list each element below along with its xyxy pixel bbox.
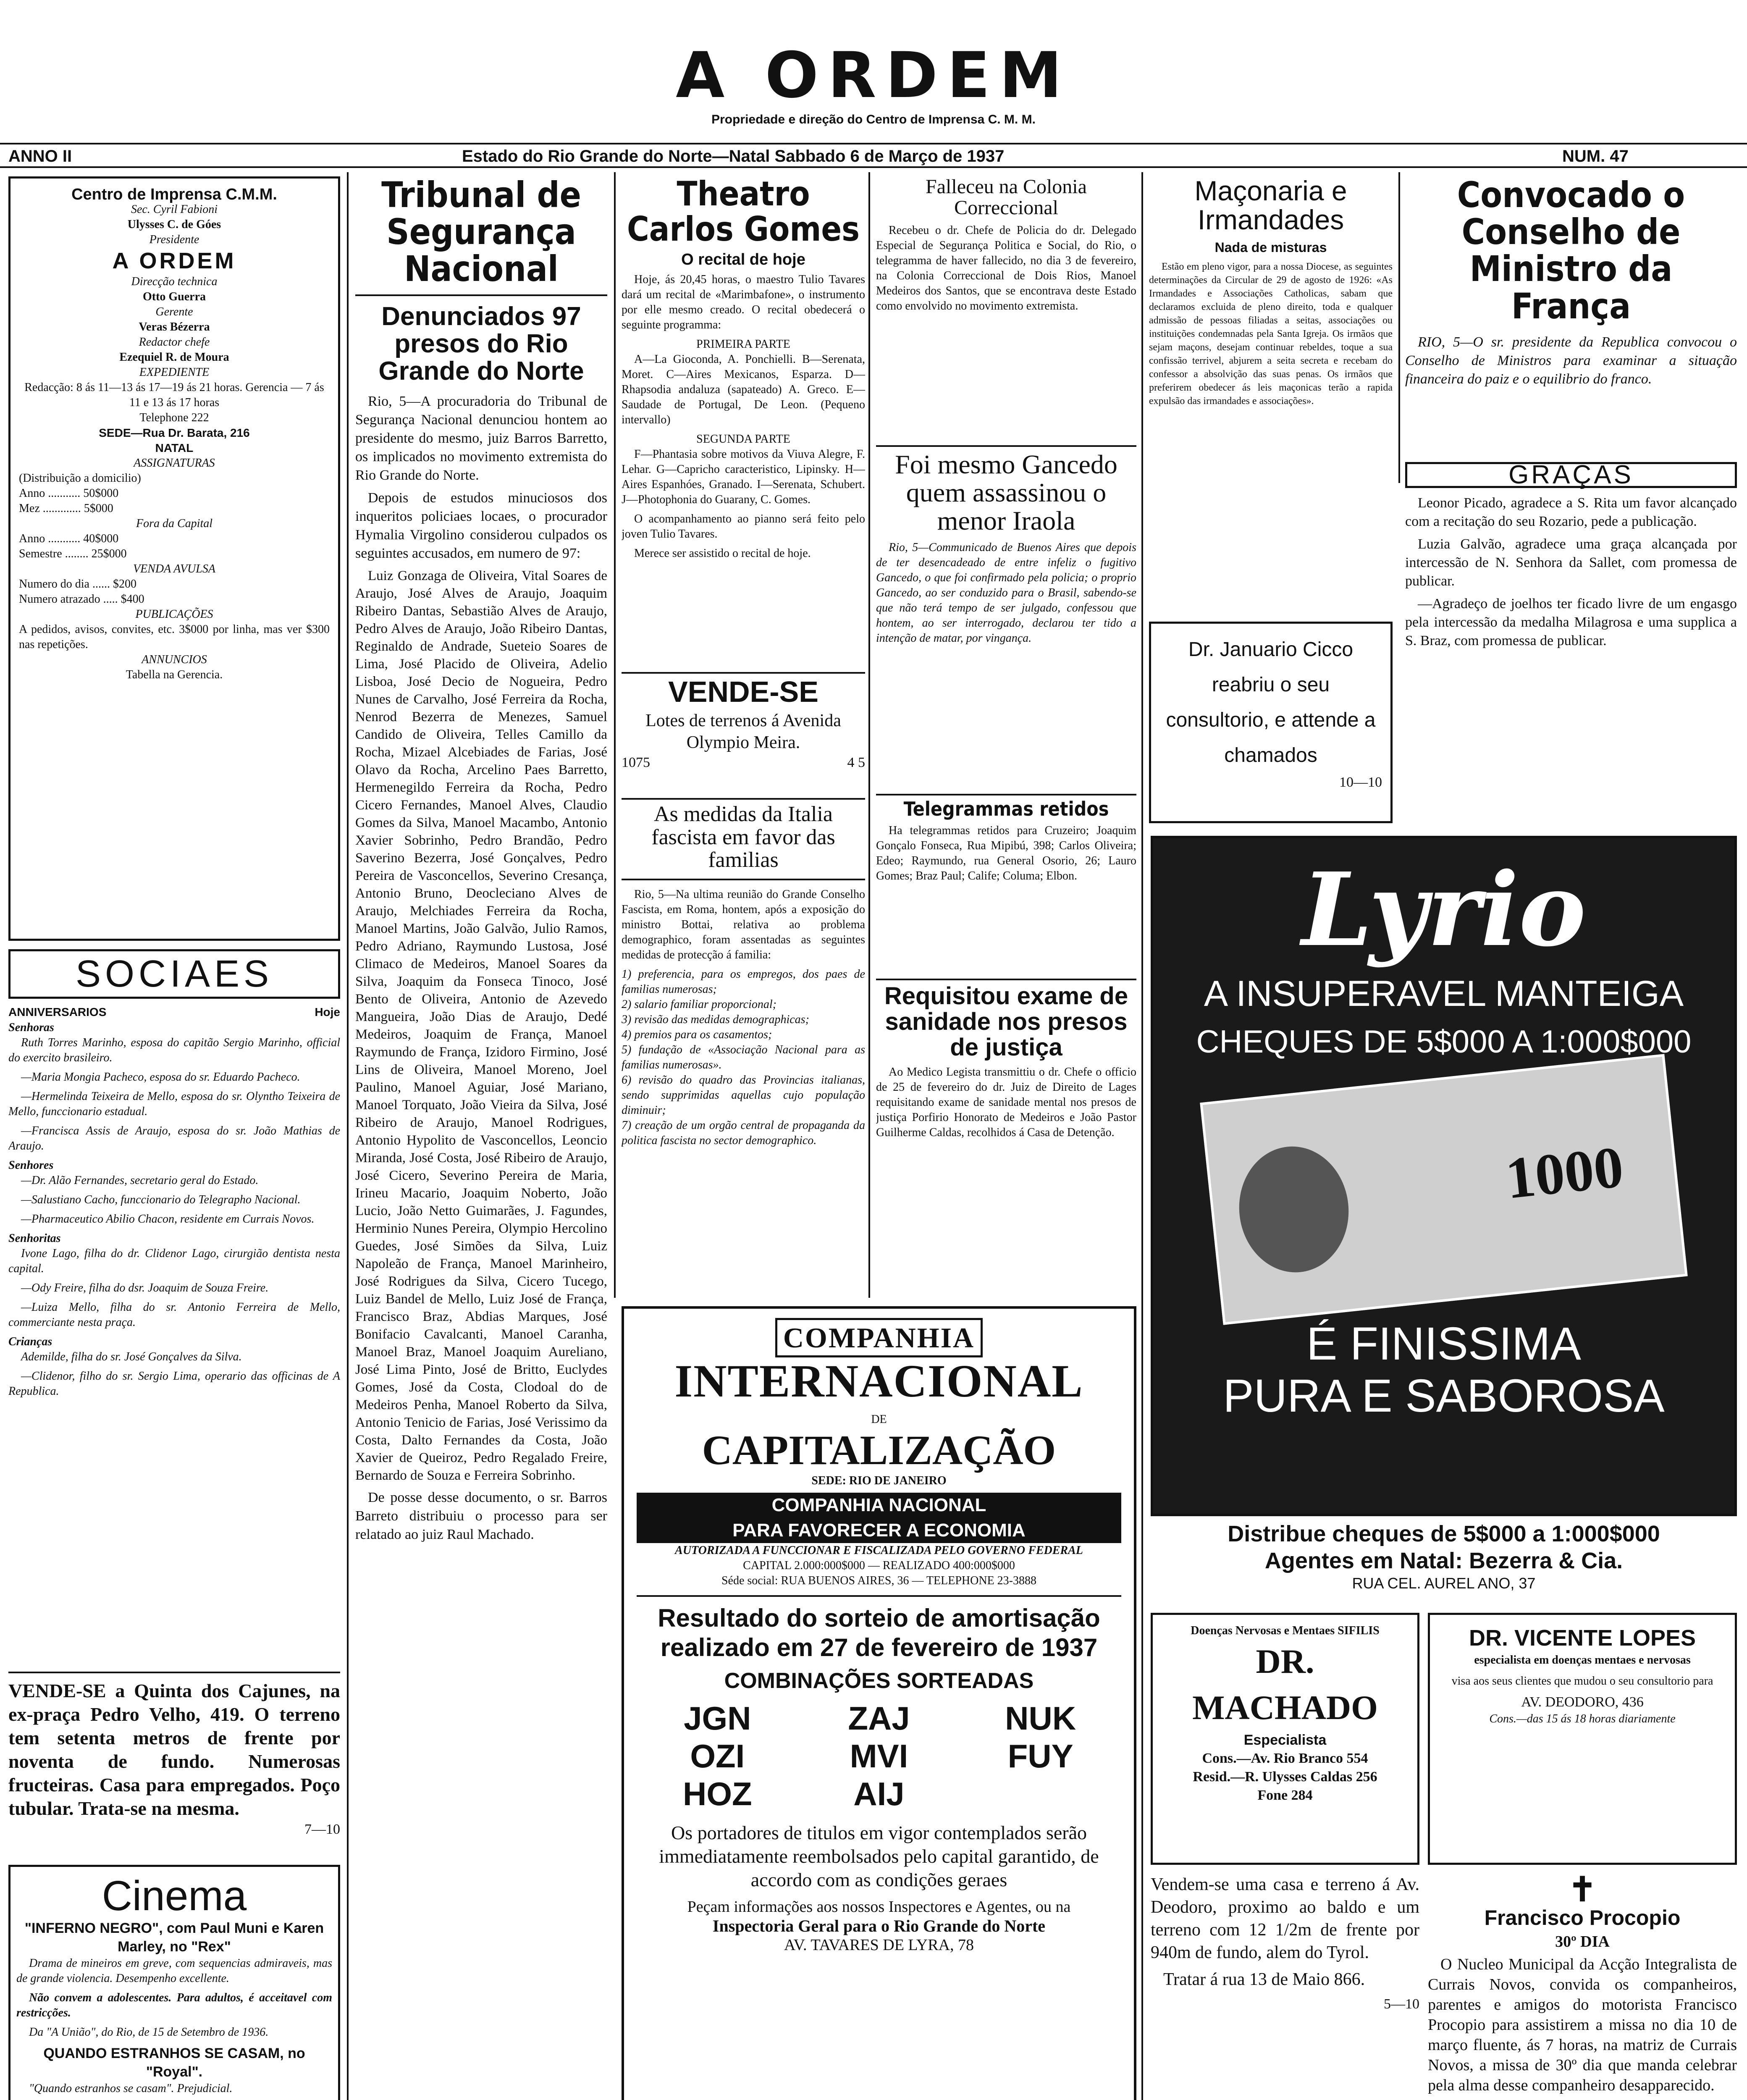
film-title: QUANDO ESTRANHOS SE CASAM, no "Royal". [43,2045,305,2080]
obituary-name: Francisco Procopio [1484,1906,1681,1929]
ad-text: VENDE-SE a Quinta dos Cajunes, na ex-praça Pedro Velho, 419. O terreno tem setenta metros de frente por noventa de fundo. Numerosas fructeiras. Casa para empregados. Poço tubular. Trata-se na mesma. [8,1680,340,1819]
colophon-line: Direcção technica [131,275,218,288]
article-paragraph: Recebeu o dr. Chefe de Policia do dr. Delegado Especial de Segurança Politica e Social, do Rio, o telegramma de haver fallecido, no dia 3 de fevereiro, na Colonia Correccional de Dois Rios, Manoel Medeiros dos Santos, que se encontrava deste Estado como envolvido no movimento extremista. [876,223,1136,312]
article-subhead: Denunciados 97 presos do Rio Grande do Norte [378,302,584,386]
list-item: 7) creação de um orgão central de propaganda da politica fascista no sector demographico. [622,1118,865,1147]
article-headline: Tribunal de Segurança Nacional [381,176,581,290]
company-sede: SEDE: RIO DE JANEIRO [811,1474,947,1487]
list-item: —Clidenor, filho do sr. Sergio Lima, operario das officinas de A Republica. [8,1370,340,1398]
article-headline: Maçonaria e Irmandades [1194,176,1347,236]
colophon-paper: A ORDEM [112,248,236,273]
colophon-line: ASSIGNATURAS [134,457,215,470]
list-item: Ademilde, filha do sr. José Gonçalves da Silva. [21,1350,242,1363]
ad-text: Dr. Januario Cicco reabriu o seu consultorio, e attende a chamados [1166,638,1376,766]
column-rule [868,172,870,1298]
lottery-code: FUY [1007,1738,1073,1774]
sociaes-title: SOCIAES [8,949,340,999]
gracas-article [1405,462,1737,823]
article-headline: Requisitou exame de sanidade nos presos de justiça [884,982,1128,1061]
article-paragraph: De posse desse documento, o sr. Barros Barreto distribuiu o processo para ser relatado ao juiz Raul Machado. [355,1489,607,1542]
ad-address: Tratar á rua 13 de Maio 866. [1163,1970,1365,1989]
doctor-hours: Cons.—das 15 ás 18 horas diariamente [1489,1712,1676,1725]
colophon-price: PUBLICAÇÕES [135,608,213,621]
column-rule [614,172,616,1298]
article-headline: Falleceu na Colonia Correccional [926,176,1087,219]
colophon-city: NATAL [155,441,194,454]
company-banner: PARA FAVORECER A ECONOMIA [637,1518,1121,1543]
group-label: Senhores [8,1159,54,1172]
gancedo-article [876,445,1136,785]
lottery-code: MVI [850,1738,908,1774]
article-paragraph: Luiz Gonzaga de Oliveira, Vital Soares de Araujo, José Alves de Araujo, Joaquim Ribeiro Dantas, Sebastião Alves de Araujo, Pedro Alves de Araujo, João Ribeiro Dantas, Reginaldo de Andrade, Sueteio Soares de Lima, José Placido de Oliveira, Adelio Lisboa, José Decio de Nogueira, Pedro Nunes de Carvalho, José Ferreira da Rocha, Nenrod Bezerra de Menezes, Samuel Candido de Oliveira, Telles Camillo da Rocha, Mizael Alcebiades de Farias, José Olavo da Rocha, Arcelino Paes Barretto, Hermenegildo Ferreira da Rocha, Pedro Cicero Fernandes, Manoel Alves, Claudio Gomes da Silva, Manoel Macambo, Antonio Xavier Sobrinho, Pedro Brandão, Pedro Saverino Bezerra, José Gonçalves, Pedro Pereira de Vasconcellos, Severino Cresança, Antonio Bruno, Deocleciano Alves de Araujo, Melchiades Ferreira da Rocha, Manoel Martins, João Galvão, Julio Ramos, Pedro Adriano, Raymundo Lustosa, José Climaco de Medeiros, Manoel Soares da Silva, Joaquim da Fonseca Tinoco, José Bento de Oliveira, Antonio de Azevedo Mangueira, João Dias de Araujo, Dedé Medeiros, Joaquim de França, Manoel Raymundo de França, Izidoro Firmino, José Lins de Oliveira, Manoel Moreno, Joel Paulino, Manoel Aguiar, José Mariano, Manoel Torquato, João Vieira da Silva, José Ribeiro de Araujo, Manoel Rodrigues, Antonio Hypolito de Vasconcellos, Leoncio Miranda, José Costa, José Ribeiro de Araujo, José Cicero, Severino Pereira de Maria, Irineu Macario, Joaquim Noberto, João Lucio, João Netto Guimarães, J. Fagundes, Herminio Nunes Pereira, Olympio Hercolino Guedes, José Simões da Silva, Luiz Napoleão de França, Manoel Marinheiro, José Rodrigues da Silva, Cicero Tucego, Luiz Bandel de Mello, Luiz José de França, Francisco Braz, Abdias Marques, José Bonifacio Cavalcanti, Manoel Caranha, Manoel Braz, Manoel Joaquim Aureliano, José Lima Pinto, José de Britto, Euclydes Gomes, José da Costa, Clodoal do de Medeiros Penha, Manoel Roberto da Silva, Antonio Tenicio de Farias, José Verissimo da Costa, Dalto Fernandes da Costa, João Xavier de Queiroz, Pedro Regalado Freire, Bernardo de Souza e Ferreira Sobrinho. [355,568,607,1483]
lottery-code: NUK [1005,1700,1076,1737]
colophon-price: ANNUNCIOS [142,653,207,666]
brand-slogan: PURA E SABOROSA [1223,1370,1665,1422]
article-headline: Convocado o Conselho de Ministro da França [1457,176,1685,327]
lottery-code: HOZ [683,1775,752,1812]
issue-number: NUM. 47 [1562,147,1629,165]
maconaria-article [1149,176,1393,655]
list-item: —Maria Mongia Pacheco, esposa do sr. Eduardo Pacheco. [21,1071,300,1084]
vende-quinta-ad [8,1672,340,1856]
ad-ref: 1075 [622,755,650,770]
obituary-day: 30º DIA [1555,1932,1610,1950]
company-info: Séde social: RUA BUENOS AIRES, 36 — TELEPHONE 23-3888 [721,1574,1037,1587]
ad-title: VENDE-SE [668,675,818,708]
brand-logo: Lyrio [1301,850,1586,969]
telegrammas-article [876,794,1136,970]
colophon-price: A pedidos, avisos, convites, etc. 3$000 por linha, mas ver $300 nas repetições. [19,623,330,651]
sociaes-section [8,949,340,1663]
newspaper-subtitle: Propriedade e direção do Centro de Imprensa C. M. M. [711,113,1036,126]
lyrio-distrib [1151,1520,1737,1604]
banknote-value: 1000 [1503,1134,1626,1211]
group-label: Senhoras [8,1021,54,1034]
film-desc: "Quando estranhos se casam". Prejudicial. [29,2082,233,2095]
doctor-address: Resid.—R. Ulysses Caldas 256 [1193,1769,1377,1785]
colophon-line: Presidente [149,233,199,246]
article-paragraph: Hoje, ás 20,45 horas, o maestro Tulio Tavares dará um recital de «Marimbafone», o instrumento por elle mesmo creado. O recital obedecerá o seguinte programma: [622,273,865,331]
article-paragraph: Depois de estudos minuciosos dos inqueritos policiaes locaes, o procurador Hymalia Virgolino considerou culpados os seguintes accusados, em numero de 97: [355,490,607,561]
program-list: F—Phantasia sobre motivos da Viuva Alegre, F. Lehar. G—Capricho caracteristico, Lipinsky. H—Aires Espanhóes, Granado. I—Serenata, Schubert. J—Photophonia do Guarany, C. Gomes. [622,448,865,506]
list-item: Ruth Torres Marinho, esposa do capitão Sergio Marinho, official do exercito brasileiro. [8,1036,340,1064]
article-paragraph: Ao Medico Legista transmittiu o dr. Chefe o officio de 25 de fevereiro do dr. Juiz de Direito de Lages requisitando exame de sanidade mental nos presos de justiça Porfirio Honorato de Medeiros e João Pastor Guilherme Caldas, recolhidos á Casa de Detenção. [876,1065,1136,1139]
ad-text: Vendem-se uma casa e terreno á Av. Deodoro, proximo ao baldo e um terreno com 12 1/2m de frente por 940m de fundo, alem do Tyrol. [1151,1875,1419,1962]
colophon-price: (Distribuição a domicilio) [19,472,141,485]
company-info: AUTORIZADA A FUNCCIONAR E FISCALIZADA PELO GOVERNO FEDERAL [675,1544,1083,1557]
film-note: Não convem a adolescentes. Para adultos, é acceitavel com restricções. [16,1991,332,2019]
film-source: Da "A União", do Rio, de 15 de Setembro de 1936. [29,2026,269,2039]
article-headline: Theatro Carlos Gomes [627,176,860,249]
doctor-name: DR. VICENTE LOPES [1469,1625,1696,1651]
distrib-agents: Agentes em Natal: Bezerra & Cia. [1264,1548,1623,1573]
colophon-title: Centro de Imprensa C.M.M. [71,186,277,203]
lyrio-ad [1151,836,1737,1516]
article-paragraph: Estão em pleno vigor, para a nossa Diocese, as seguintes determinações da Circular de 29 de agosto de 1926: «As Irmandades e Associações Catholicas, sabam que declaramos excluida de pleno direito, toda e qualquer admissão de pessoas filiadas a seitas, associações ou instituições condemnadas pela Santa Igreja. Os irmãos que sejam maçons, desejam continuar rebeldes, toque a sua confissão terrivel, abjurem a seita secreta e recebam do confessor a absolvição das suas penas. Os irmãos que preferirem obedecer ás leis maçonicas terão a rapida expulsão das irmandades e associações». [1149,261,1393,407]
doctor-name: DR. MACHADO [1192,1642,1378,1727]
article-headline: Foi mesmo Gancedo quem assassinou o menor Iraola [895,449,1117,536]
dateline-bar [0,143,1747,168]
doctor-text: visa aos seus clientes que mudou o seu consultorio para [1451,1675,1713,1688]
lottery-headline: Resultado do sorteio de amortisação realizado em 27 de fevereiro de 1937 [658,1604,1100,1662]
medidas-article [622,798,865,1294]
article-subhead: Nada de misturas [1215,239,1327,255]
article-paragraph: —Agradeço de joelhos ter ficado livre de um engasgo pela intercessão da medalha Milagrosa e uma supplica a S. Braz, com promessa de publicar. [1405,596,1737,648]
brand-slogan: É FINISSIMA [1306,1318,1581,1370]
doctor-address: AV. DEODORO, 436 [1521,1694,1644,1710]
lottery-subhead: COMBINAÇÕES SORTEADAS [724,1669,1034,1693]
ad-ref: 7—10 [304,1822,340,1837]
article-headline: GRAÇAS [1405,462,1737,488]
column-rule [1398,172,1400,483]
distrib-address: RUA CEL. AUREL ANO, 37 [1352,1575,1536,1592]
colophon-line: Veras Bézerra [139,320,210,333]
edition-label: ANNO II [8,147,72,165]
column-rule [1141,172,1143,2100]
list-item: —Francisca Assis de Araujo, esposa do sr. João Mathias de Araujo. [8,1124,340,1152]
ad-ref: 4 5 [847,755,865,770]
distrib-text: Distribue cheques de 5$000 a 1:000$000 [1228,1521,1660,1546]
cinema-box [8,1865,340,2100]
inspectoria: Inspectoria Geral para o Rio Grande do Norte [712,1916,1046,1935]
tribunal-article [355,176,607,2100]
colophon-price: Mez ............. 5$000 [19,502,113,515]
colophon-line: Ulysses C. de Góes [127,218,221,231]
masthead [0,17,1747,143]
machado-ad [1151,1613,1419,1865]
doctor-phone: Fone 284 [1257,1788,1313,1803]
cicco-ad [1149,622,1393,823]
vende-lotes-ad [622,672,865,790]
lottery-codes [637,1699,1121,1813]
ad-ref: 5—10 [1384,1996,1419,2012]
colophon-price: Fora da Capital [136,517,212,530]
article-paragraph: Rio, 5—Na ultima reunião do Grande Conselho Fascista, em Roma, hontem, após a exposição do ministro Bottai, relativa ao problema demographico, foram assentadas as seguintes medidas de protecção á familia: [622,887,865,961]
colophon-price: Numero atrazado ..... $400 [19,593,144,606]
colophon-line: Gerente [155,305,193,318]
ad-ref: 10—10 [1339,774,1382,790]
article-paragraph: Rio, 5—A procuradoria do Tribunal de Segurança Nacional denunciou hontem ao presidente do mesmo, juiz Barros Barretto, os implicados no movimento extremista do Rio Grande do Norte. [355,393,607,483]
theatro-article [622,176,865,664]
group-label: Senhoritas [8,1232,61,1245]
list-item: 1) preferencia, para os empregos, dos paes de familias numerosas; [622,967,865,996]
article-paragraph: O acompanhamento ao pianno será feito pelo joven Tulio Tavares. [622,512,865,541]
vicente-ad [1428,1613,1737,1865]
article-paragraph: RIO, 5—O sr. presidente da Republica convocou o Conselho de Ministros para examinar a situação financeira do paiz e o equilibrio do franco. [1405,334,1737,387]
film-title: "INFERNO NEGRO", com Paul Muni e Karen Marley, no "Rex" [24,1920,324,1955]
today-label: Hoje [315,1005,340,1018]
list-item: —Dr. Alão Fernandes, secretario geral do Estado. [21,1174,259,1187]
colophon-price: Anno ........... 40$000 [19,532,119,545]
anniversaries-label: ANNIVERSARIOS [8,1005,107,1018]
colophon-line: Redactor chefe [139,336,210,349]
vende-casa-ad [1151,1873,1419,2092]
article-paragraph: Rio, 5—Communicado de Buenos Aires que depois de ter desencadeado de entre infeliz o fugitivo Gancedo, o que foi confirmado pela policia; o proprio Gancedo, ao ser conduzido para o Brasil, sabendo-se que não terá tempo de ser julgado, confessou que hontem, ao ser interrogado, declarou ter tido a intenção de matar, por vingança. [876,541,1136,645]
cinema-title: Cinema [102,1872,247,1919]
doctor-spec: Doenças Nervosas e Mentaes SIFILIS [1191,1624,1380,1637]
lottery-info: Peçam informações aos nossos Inspectores e Agentes, ou na [687,1898,1071,1916]
company-name: COMPANHIA [775,1318,983,1357]
company-name: DE [871,1413,887,1426]
date-text: Estado do Rio Grande do Norte—Natal Sabbado 6 de Março de 1937 [462,147,1005,165]
article-subhead: O recital de hoje [681,251,805,268]
list-item: —Pharmaceutico Abilio Chacon, residente em Currais Novos. [21,1213,315,1226]
company-name: INTERNACIONAL [674,1355,1083,1407]
procopio-obituary [1428,1873,1737,2100]
colophon-price: Numero do dia ...... $200 [19,578,136,591]
program-part: SEGUNDA PARTE [696,433,790,446]
list-item: —Ody Freire, filha do dsr. Joaquim de Souza Freire. [21,1281,269,1294]
colophon-price: Anno ........... 50$000 [19,487,119,500]
list-item: 2) salario familiar proporcional; [622,998,776,1011]
requisitou-article [876,979,1136,1294]
lottery-code: AIJ [853,1775,905,1812]
article-paragraph: Leonor Picado, agradece a S. Rita um favor alcançado com a recitação do seu Rozario, pede a publicação. [1405,495,1737,529]
company-banner: COMPANHIA NACIONAL [637,1493,1121,1518]
lottery-code: JGN [684,1700,751,1737]
lottery-text: Os portadores de titulos em vigor contemplados serão immediatamente reembolsados pelo capital garantido, de accordo com as condições geraes [659,1822,1099,1890]
companhia-ad [622,1306,1136,2100]
list-item: 4) premios para os casamentos; [622,1028,772,1041]
column-rule [347,172,349,2100]
list-item: —Luiza Mello, filha do sr. Antonio Ferreira de Mello, commerciante nesta praça. [8,1301,340,1329]
brand-tagline: A INSUPERAVEL MANTEIGA [1204,974,1684,1014]
program-part: PRIMEIRA PARTE [696,338,790,351]
colophon-line: EXPEDIENTE [139,366,210,379]
list-item: —Hermelinda Teixeira de Mello, esposa do sr. Olyntho Teixeira de Mello, funccionario estadual. [8,1090,340,1118]
program-list: A—La Gioconda, A. Ponchielli. B—Serenata, Moret. C—Aires Mexicanos, Esparza. D—Rhapsodia andaluza (sapateado) A. Greco. E—Saudade de Portugal, De Leon. (Pequeno intervallo) [622,353,865,426]
obituary-text: O Nucleo Municipal da Acção Integralista de Currais Novos, convida os companheiros, parentes e amigos do motorista Francisco Procopio para assistirem a missa no dia 10 de março fluente, ás 7 horas, na matriz de Currais Novos, a missa de 30º dia que manda celebrar pela alma desse companheiro desapparecido. [1428,1955,1737,2094]
list-item: 6) revisão do quadro das Provincias italianas, sendo supprimidas aquellas cujo população diminuir; [622,1073,865,1117]
doctor-spec: especialista em doenças mentaes e nervosas [1474,1654,1691,1667]
newspaper-title: A ORDEM [676,39,1071,112]
portrait-icon [1233,1141,1355,1278]
falleceu-article [876,176,1136,437]
colophon-hours: Redacção: 8 ás 11—13 ás 17—19 ás 21 horas. Gerencia — 7 ás 11 e 13 ás 17 horas [24,381,324,409]
list-item: 5) fundação de «Associação Nacional para as familias numerosas». [622,1043,865,1071]
group-label: Crianças [8,1335,52,1348]
list-item: —Salustiano Cacho, funccionario do Telegrapho Nacional. [21,1193,301,1206]
colophon-price: VENDA AVULSA [133,562,215,575]
colophon-line: Sec. Cyril Fabioni [131,203,218,216]
list-item: Ivone Lago, filha do dr. Clidenor Lago, cirurgião dentista nesta capital. [8,1247,340,1275]
company-name: CAPITALIZAÇÃO [702,1427,1056,1473]
colophon-line: Otto Guerra [142,290,206,303]
ad-text: Lotes de terrenos á Avenida Olympio Meira. [645,711,841,752]
company-info: CAPITAL 2.000:000$000 — REALIZADO 400:000$000 [743,1559,1015,1572]
lottery-code: ZAJ [848,1700,910,1737]
colophon-address: SEDE—Rua Dr. Barata, 216 [99,426,250,439]
colophon-line: Ezequiel R. de Moura [119,351,229,364]
cross-icon: ✝ [1568,1873,1597,1908]
banknote-image [1200,1054,1688,1325]
article-paragraph: Merece ser assistido o recital de hoje. [634,547,811,560]
film-desc: Drama de mineiros em greve, com sequencias admiraveis, mas de grande violencia. Desempenho excellente. [16,1957,332,1985]
article-headline: Telegrammas retidos [903,798,1109,820]
article-paragraph: Ha telegrammas retidos para Cruzeiro; Joaquim Gonçalo Fonseca, Rua Mipibú, 398; Carlos Oliveira; Edeo; Raymundo, rua General Osorio, 26; Lauro Gomes; Braz Paul; Calife; Columa; Elbon. [876,824,1136,883]
article-paragraph: Luzia Galvão, agradece uma graça alcançada por intercessão de N. Senhora da Sallet, com promessa de publicar. [1405,536,1737,589]
inspectoria-address: AV. TAVARES DE LYRA, 78 [784,1936,974,1954]
brand-cheques: CHEQUES DE 5$000 A 1:000$000 [1196,1024,1692,1060]
colophon-price: Tabella na Gerencia. [126,668,223,681]
lottery-code: OZI [690,1738,745,1774]
colophon-box [8,176,340,941]
doctor-title: Especialista [1243,1732,1327,1748]
colophon-phone: Telephone 222 [139,411,209,424]
colophon-price: Semestre ........ 25$000 [19,547,127,560]
article-headline: As medidas da Italia fascista em favor das familias [651,802,835,872]
doctor-address: Cons.—Av. Rio Branco 554 [1202,1751,1368,1766]
list-item: 3) revisão das medidas demographicas; [622,1013,809,1026]
